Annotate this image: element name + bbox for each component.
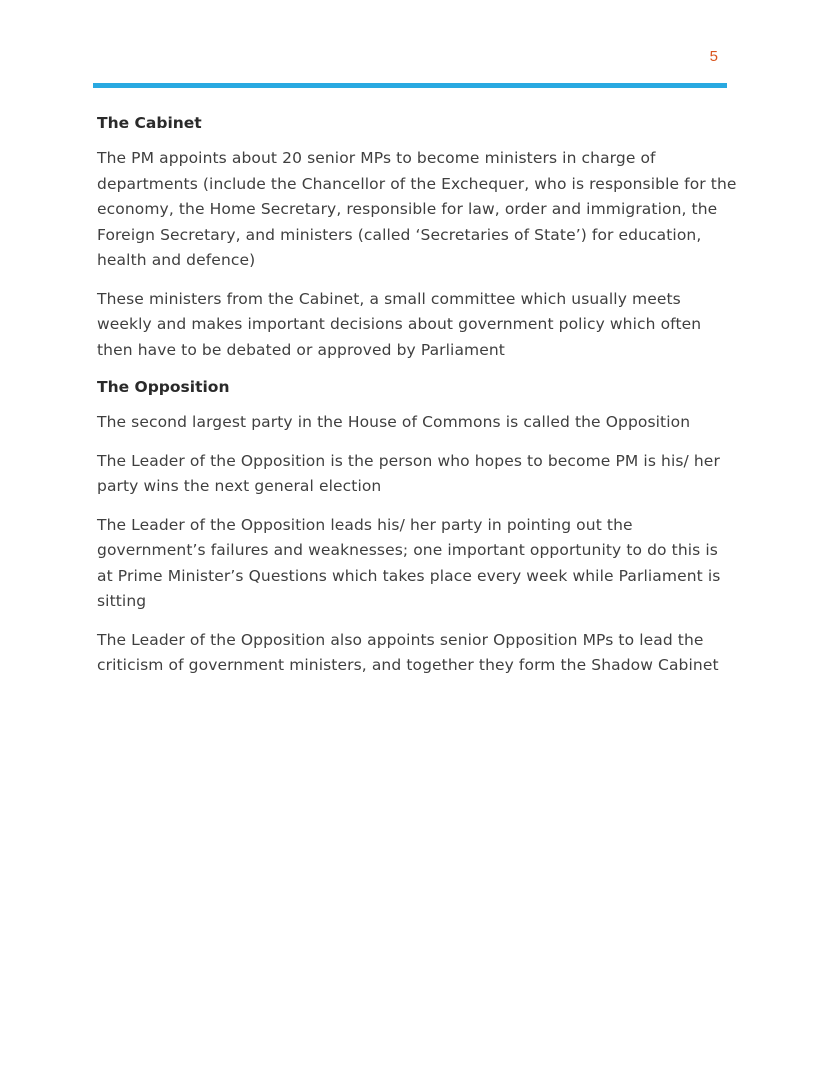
paragraph: The Leader of the Opposition also appoints senior Opposition MPs to lead the criticism of government ministers, and together they form the Shadow Cabinet	[97, 630, 719, 674]
page-number: 5	[709, 48, 718, 65]
paragraph: The second largest party in the House of Commons is called the Opposition	[97, 413, 691, 431]
page-content	[97, 112, 737, 692]
paragraph: The Leader of the Opposition is the person who hopes to become PM is his/ her party wins the next general election	[97, 451, 720, 495]
section-heading-opposition: The Opposition	[97, 378, 230, 396]
paragraph: These ministers from the Cabinet, a small committee which usually meets weekly and makes important decisions about government policy which often then have to be debated or approved by Parliament	[97, 289, 702, 359]
paragraph: The Leader of the Opposition leads his/ her party in pointing out the government’s failures and weaknesses; one important opportunity to do this is at Prime Minister’s Questions which takes place every week while Parliament is sitting	[97, 515, 721, 610]
header-rule	[93, 83, 727, 88]
section-heading-cabinet: The Cabinet	[97, 114, 202, 132]
paragraph: The PM appoints about 20 senior MPs to become ministers in charge of departments (include the Chancellor of the Exchequer, who is responsible for the economy, the Home Secretary, responsible for law, order and immigration, the Foreign Secretary, and ministers (called ‘Secretaries of State’) for education, health and defence)	[97, 149, 737, 269]
